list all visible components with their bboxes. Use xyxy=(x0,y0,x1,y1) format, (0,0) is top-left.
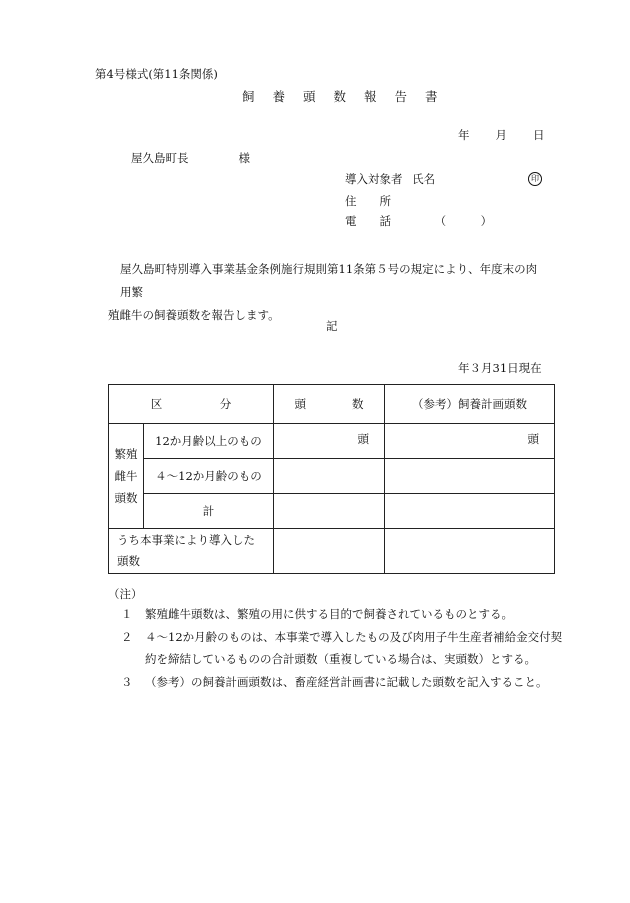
table-row xyxy=(109,529,555,574)
note-text: 約を締結しているものの合計頭数（重複している場合は、実頭数）とする。 xyxy=(145,652,536,666)
unit-label: 頭 xyxy=(527,432,539,446)
address-row xyxy=(345,196,391,208)
header-head-count: 頭 数 xyxy=(274,385,385,424)
addressee-honorific: 様 xyxy=(238,151,250,165)
table-row xyxy=(109,494,555,529)
head-count-cell[interactable] xyxy=(274,459,385,494)
note-item xyxy=(121,632,562,644)
year-label: 年 xyxy=(458,128,470,142)
title-char: 飼 xyxy=(242,89,255,104)
plan-count-cell[interactable] xyxy=(385,494,555,529)
form-number: 第4号様式(第11条関係) xyxy=(95,67,218,81)
body-line-2: 殖雌牛の飼養頭数を報告します。 xyxy=(108,308,280,322)
day-label: 日 xyxy=(533,128,545,142)
note-text: ４～12か月齢のものは、本事業で導入したもの及び肉用子牛生産者補給金交付契 xyxy=(145,630,563,644)
month-label: 月 xyxy=(495,128,507,142)
title-char: 報 xyxy=(364,89,377,104)
body-line-1: 屋久島町特別導入事業基金条例施行規則第11条第５号の規定により、年度末の肉用繁 xyxy=(120,262,538,299)
group-label-line: 繁殖 xyxy=(114,447,138,461)
unit-label: 頭 xyxy=(357,432,369,446)
header-category: 区 分 xyxy=(109,385,274,424)
row-label: ４～12か月齢のもの xyxy=(144,459,274,494)
head-count-cell[interactable] xyxy=(274,529,385,574)
notes-heading: （注） xyxy=(108,587,143,601)
row-label: 12か月齢以上のもの xyxy=(144,424,274,459)
group-label-line: 頭数 xyxy=(114,491,138,505)
note-item xyxy=(121,654,536,666)
phone-row xyxy=(345,216,492,228)
note-number: ２ xyxy=(121,630,133,644)
row-label xyxy=(109,529,274,574)
header-plan-count: （参考）飼養計画頭数 xyxy=(385,385,555,424)
seal-icon: 印 xyxy=(528,172,542,186)
addressee-name: 屋久島町長 xyxy=(131,151,189,165)
table-row xyxy=(109,459,555,494)
ki-heading: 記 xyxy=(326,319,338,333)
as-of-date: 年３月31日現在 xyxy=(458,361,542,375)
row-label-line: 頭数 xyxy=(117,554,140,568)
report-body xyxy=(108,258,548,327)
phone-paren: （ ） xyxy=(434,214,493,228)
note-item xyxy=(121,609,513,621)
note-item xyxy=(121,677,548,689)
head-count-cell[interactable] xyxy=(274,424,385,459)
title-char: 養 xyxy=(272,89,286,104)
group-label-line: 雌牛 xyxy=(114,469,138,483)
plan-count-cell[interactable] xyxy=(385,424,555,459)
table-header-row xyxy=(109,385,555,424)
head-count-cell[interactable] xyxy=(274,494,385,529)
address-label: 住 所 xyxy=(345,194,391,208)
phone-label: 電 話 xyxy=(345,214,391,228)
row-label: 計 xyxy=(144,494,274,529)
date-line xyxy=(458,130,545,142)
herd-count-table xyxy=(108,384,555,574)
note-text: 繁殖雌牛頭数は、繁殖の用に供する目的で飼養されているものとする。 xyxy=(145,607,513,621)
note-text: （参考）の飼養計画頭数は、畜産経営計画書に記載した頭数を記入すること。 xyxy=(145,675,548,689)
name-label: 氏名 xyxy=(412,172,436,186)
applicant-name-row xyxy=(345,174,435,186)
title-char: 書 xyxy=(425,89,438,104)
row-label-line: うち本事業により導入した xyxy=(117,533,255,547)
note-number: ３ xyxy=(121,675,133,689)
note-number: １ xyxy=(121,607,133,621)
plan-count-cell[interactable] xyxy=(385,529,555,574)
table-row xyxy=(109,424,555,459)
addressee xyxy=(131,153,250,165)
applicant-label: 導入対象者 xyxy=(345,172,403,186)
plan-count-cell[interactable] xyxy=(385,459,555,494)
group-label xyxy=(109,424,144,529)
title-char: 頭 xyxy=(303,89,316,104)
document-title xyxy=(242,91,438,104)
title-char: 数 xyxy=(333,89,347,104)
title-char: 告 xyxy=(394,89,408,104)
